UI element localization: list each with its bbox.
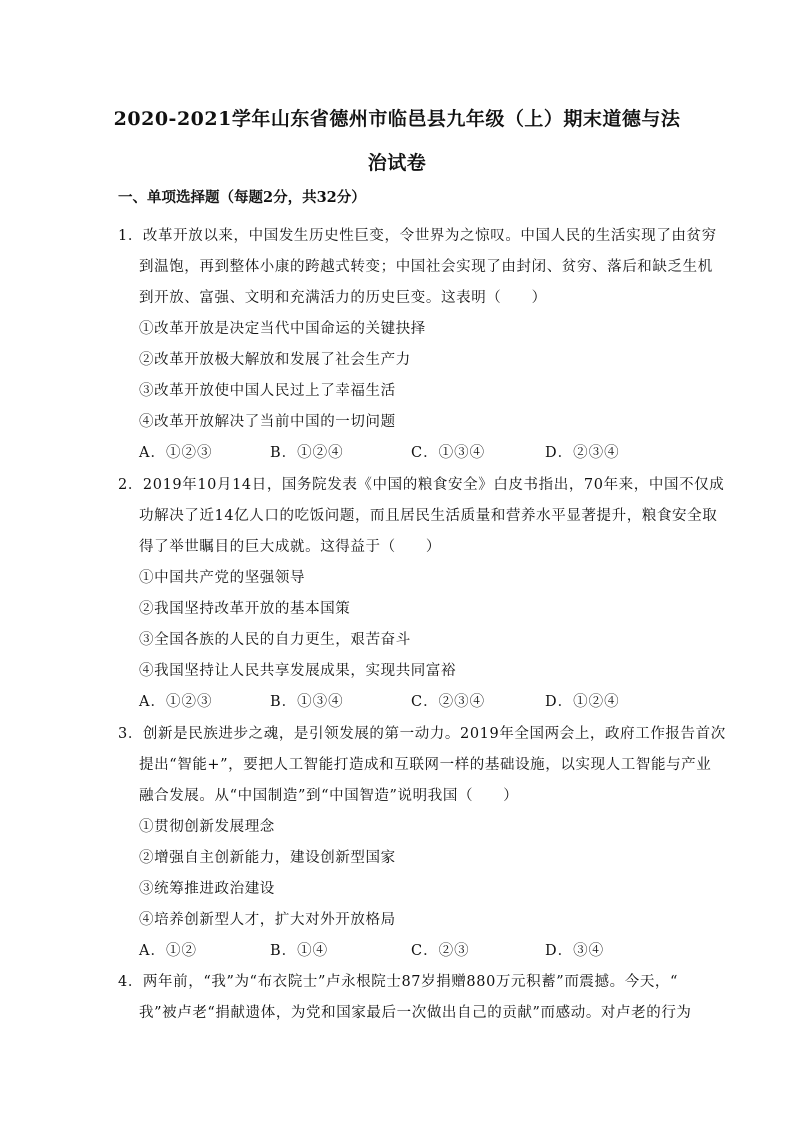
question-3-option-c: C．②③ — [411, 943, 470, 959]
question-2-item: ③全国各族的人民的自力更生，艰苦奋斗 — [139, 632, 411, 648]
question-2-text: 2．2019年10月14日，国务院发表《中国的粮食安全》白皮书指出，70年来，中国不仅成 — [118, 477, 725, 493]
question-4-text: 我”被卢老“捐献遗体，为党和国家最后一次做出自己的贡献”而感动。对卢老的行为 — [139, 1005, 692, 1021]
question-2-text: 得了举世瞩目的巨大成就。这得益于（ ） — [139, 539, 441, 555]
question-1-option-d: D．②③④ — [545, 445, 620, 461]
page-title-continued: 治试卷 — [367, 152, 427, 174]
question-1-item: ④改革开放解决了当前中国的一切问题 — [139, 414, 396, 430]
question-3-text: 提出“智能+”，要把人工智能打造成和互联网一样的基础设施，以实现人工智能与产业 — [139, 757, 712, 773]
question-2-option-b: B．①③④ — [270, 694, 344, 710]
question-3-text: 融合发展。从“中国制造”到“中国智造”说明我国（ ） — [139, 788, 519, 804]
question-3-option-b: B．①④ — [270, 943, 329, 959]
question-1-item: ①改革开放是决定当代中国命运的关键抉择 — [139, 321, 426, 337]
question-3-item: ④培养创新型人才，扩大对外开放格局 — [139, 912, 396, 928]
question-1-text: 1．改革开放以来，中国发生历史性巨变，令世界为之惊叹。中国人民的生活实现了由贫穷 — [118, 228, 717, 244]
page-title: 2020-2021学年山东省德州市临邑县九年级（上）期末道德与法 — [113, 108, 681, 130]
section-heading: 一、单项选择题（每题2分，共32分） — [118, 189, 366, 206]
question-1-option-b: B．①②④ — [270, 445, 344, 461]
question-2-option-a: A．①②③ — [139, 694, 213, 710]
question-4-text: 4．两年前，“我”为“布衣院士”卢永根院士87岁捐赠880万元积蓄”而震撼。今天，“ — [118, 974, 679, 990]
question-3-option-d: D．③④ — [545, 943, 605, 959]
question-1-option-a: A．①②③ — [139, 445, 213, 461]
question-3-item: ①贯彻创新发展理念 — [139, 819, 275, 835]
question-3-option-a: A．①② — [139, 943, 197, 959]
question-2-item: ②我国坚持改革开放的基本国策 — [139, 601, 351, 617]
question-2-item: ①中国共产党的坚强领导 — [139, 570, 306, 586]
question-2-item: ④我国坚持让人民共享发展成果，实现共同富裕 — [139, 663, 457, 679]
question-3-item: ②增强自主创新能力，建设创新型国家 — [139, 850, 396, 866]
question-3-text: 3．创新是民族进步之魂，是引领发展的第一动力。2019年全国两会上，政府工作报告首次 — [118, 726, 726, 742]
question-3-item: ③统筹推进政治建设 — [139, 881, 275, 897]
question-2-option-d: D．①②④ — [545, 694, 620, 710]
question-1-text: 到开放、富强、文明和充满活力的历史巨变。这表明（ ） — [139, 290, 547, 306]
question-1-option-c: C．①③④ — [411, 445, 486, 461]
question-1-item: ②改革开放极大解放和发展了社会生产力 — [139, 352, 411, 368]
question-1-text: 到温饱，再到整体小康的跨越式转变；中国社会实现了由封闭、贫穷、落后和缺乏生机 — [139, 259, 713, 275]
question-1-item: ③改革开放使中国人民过上了幸福生活 — [139, 383, 396, 399]
question-2-option-c: C．②③④ — [411, 694, 486, 710]
question-2-text: 功解决了近14亿人口的吃饭问题，而且居民生活质量和营养水平显著提升，粮食安全取 — [139, 508, 718, 524]
